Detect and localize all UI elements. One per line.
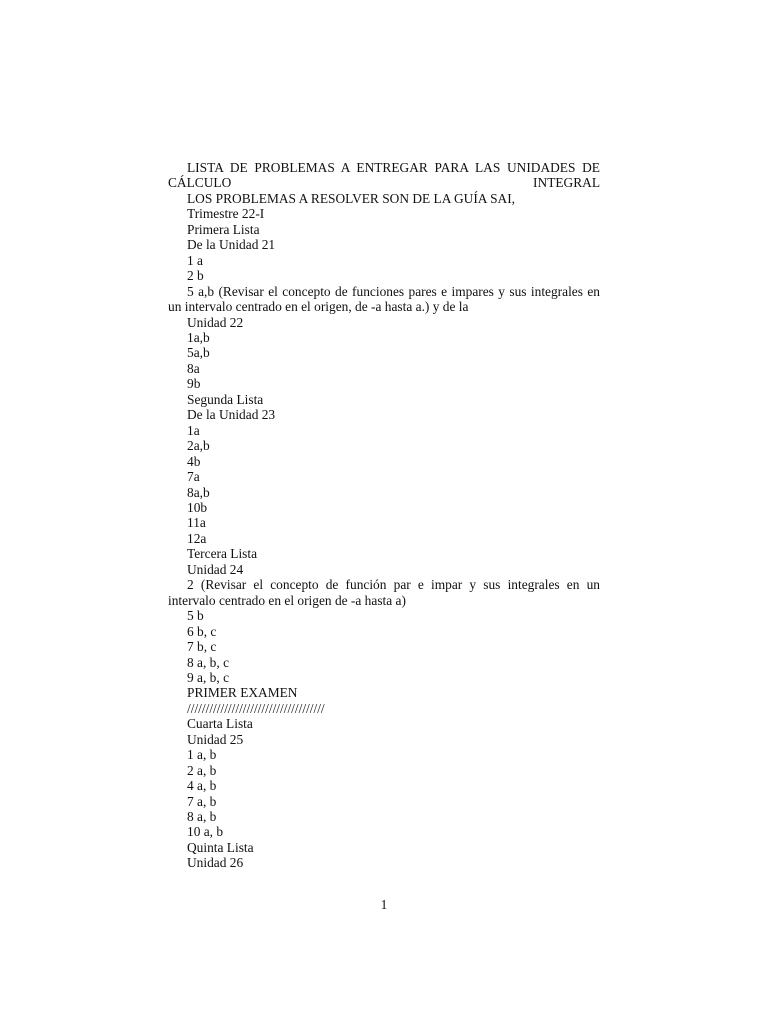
problem-item: 8a — [187, 360, 200, 376]
problem-item: 2a,b — [187, 438, 210, 454]
unit-heading-24: Unidad 24 — [187, 561, 244, 577]
problem-item: 8 a, b, c — [187, 654, 230, 670]
problem-item: 8 a, b — [187, 809, 217, 825]
unit-heading-25: Unidad 25 — [187, 731, 244, 747]
list-heading-5: Quinta Lista — [187, 839, 254, 855]
document-body — [168, 160, 600, 871]
problem-item: 7 b, c — [187, 639, 217, 655]
problem-item: 10b — [187, 499, 208, 515]
list-heading-1: Primera Lista — [187, 221, 260, 237]
problem-item-with-note: 5 a,b (Revisar el concepto de funciones pares e impares y sus integrales en un intervalo centrado en el origen, de -a hasta a.) y de la — [168, 283, 600, 315]
problem-item: 1 a — [187, 252, 203, 268]
list-heading-2: Segunda Lista — [187, 391, 264, 407]
exam-marker: PRIMER EXAMEN — [187, 685, 298, 701]
problem-item: 6 b, c — [187, 623, 217, 639]
unit-heading-22: Unidad 22 — [187, 314, 244, 330]
trimester-line: Trimestre 22-I — [187, 206, 265, 222]
separator-line: ///////////////////////////////////// — [187, 700, 325, 716]
problem-item: 8a,b — [187, 484, 210, 500]
problem-item: 9b — [187, 376, 201, 392]
problem-item: 11a — [187, 515, 206, 531]
problem-item: 5 b — [187, 608, 204, 624]
problem-item: 4b — [187, 453, 201, 469]
problem-item: 7 a, b — [187, 793, 217, 809]
problem-item-with-note: 2 (Revisar el concepto de función par e impar y sus integrales en un intervalo centrado en el origen de -a hasta a) — [168, 577, 600, 608]
problem-item: 5a,b — [187, 345, 210, 361]
unit-heading-23: De la Unidad 23 — [187, 407, 276, 423]
problem-item: 1a — [187, 422, 200, 438]
problem-item: 7a — [187, 469, 200, 485]
guide-note: LOS PROBLEMAS A RESOLVER SON DE LA GUÍA SAI, — [187, 190, 515, 206]
problem-item: 1 a, b — [187, 747, 217, 763]
problem-item: 2 a, b — [187, 762, 217, 778]
list-heading-3: Tercera Lista — [187, 546, 258, 562]
problem-item: 4 a, b — [187, 778, 217, 794]
page-number: 1 — [380, 897, 388, 912]
problem-item: 10 a, b — [187, 824, 224, 840]
problem-item: 9 a, b, c — [187, 669, 230, 685]
heading-list-title: LISTA DE PROBLEMAS A ENTREGAR PARA LAS UNIDADES DE CÁLCULO INTEGRAL — [168, 160, 600, 191]
unit-heading-26: Unidad 26 — [187, 855, 244, 871]
problem-item: 1a,b — [187, 329, 210, 345]
unit-heading-21: De la Unidad 21 — [187, 237, 276, 253]
problem-item: 12a — [187, 530, 207, 546]
problem-item: 2 b — [187, 268, 204, 284]
list-heading-4: Cuarta Lista — [187, 716, 253, 732]
